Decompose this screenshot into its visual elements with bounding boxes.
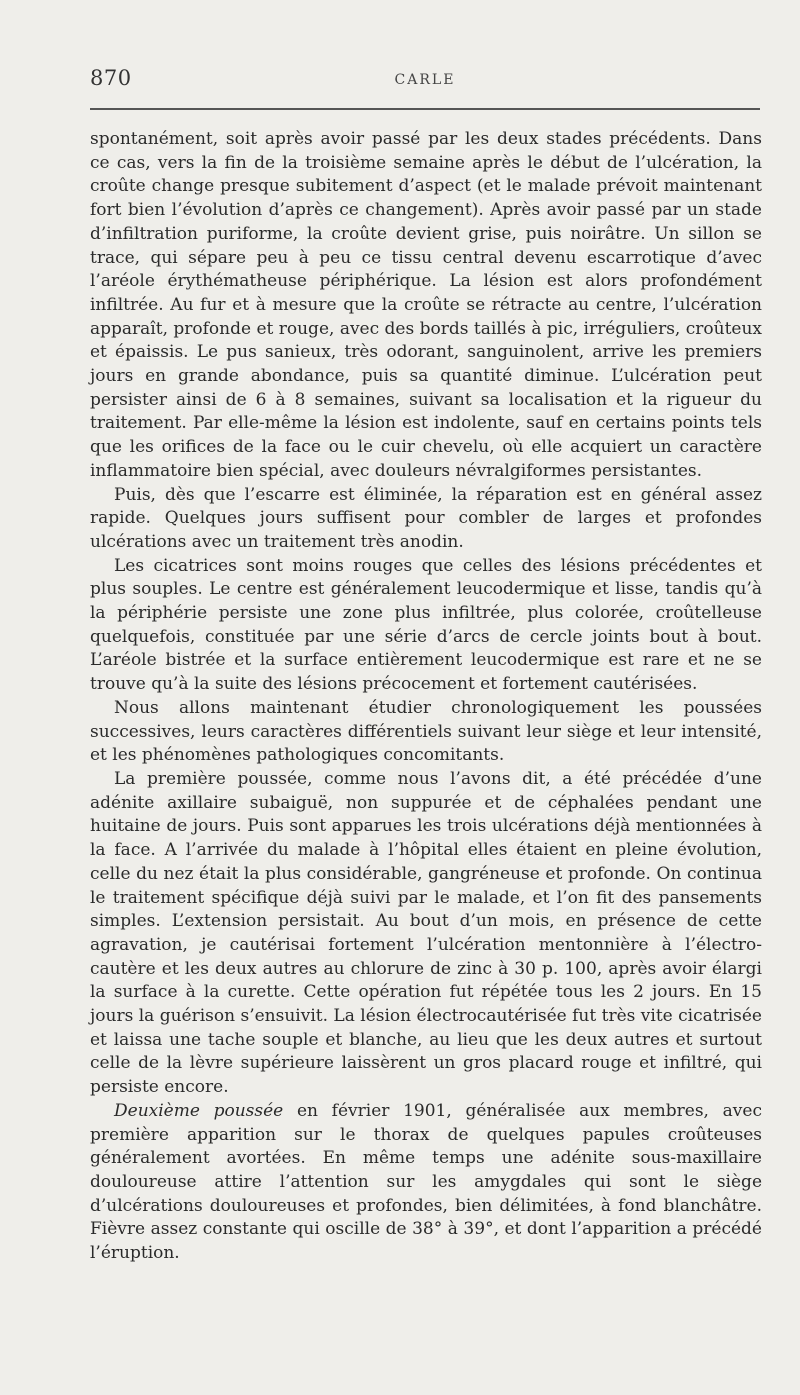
paragraph-3: Les cicatrices sont moins rouges que celles des lésions précédentes et plus souples. Le centre est généralement leucodermique et lisse, tandis qu’à la périphérie persiste une zone plus infiltrée, plus colorée, croûtelleuse quelquefois, constituée par une série d’arcs de cercle joints bout à bout. L’aréole bistrée et la surface entièrement leucodermique est rare et ne se trouve qu’à la suite des lésions précocement et fortement cautérisées. [90, 555, 762, 695]
running-head: CARLE [394, 72, 456, 88]
paragraph-4: Nous allons maintenant étudier chronologiquement les poussées successives, leurs caractères différentiels suivant leur siège et leur intensité, et les phénomènes pathologiques concomitants. [90, 697, 762, 766]
page-number: 870 [90, 66, 132, 90]
page-header [90, 66, 760, 96]
body-text [90, 128, 762, 1266]
paragraph-6-text: en février 1901, généralisée aux membres, avec première apparition sur le thorax de quelques papules croûteuses généralement avortées. En même temps une adénite sous-maxillaire douloureuse attire l’attention sur les amygdales qui sont le siège d’ulcérations douloureuses et profondes, bien délimitées, à fond blanchâtre. Fièvre assez constante qui oscille de 38° à 39°, et dont l’apparition a précédé l’éruption. [90, 1100, 762, 1264]
paragraph-6-lead: Deuxième poussée [114, 1100, 284, 1121]
paragraph-6 [90, 1100, 762, 1266]
header-rule [90, 108, 760, 110]
paragraph-1: spontanément, soit après avoir passé par les deux stades précédents. Dans ce cas, vers la fin de la troisième semaine après le début de l’ulcération, la croûte change presque subitement d’aspect (et le malade prévoit maintenant fort bien l’évolution d’après ce changement). Après avoir passé par un stade d’infiltration puriforme, la croûte devient grise, puis noirâtre. Un sillon se trace, qui sépare peu à peu ce tissu central devenu escarrotique d’avec l’aréole érythématheuse périphérique. La lésion est alors profondément infiltrée. Au fur et à mesure que la croûte se rétracte au centre, l’ulcération apparaît, profonde et rouge, avec des bords taillés à pic, irréguliers, croûteux et épaissis. Le pus sanieux, très odorant, sanguinolent, arrive les premiers jours en grande abondance, puis sa quantité diminue. L’ulcération peut persister ainsi de 6 à 8 semaines, suivant sa localisation et la rigueur du traitement. Par elle-même la lésion est indolente, sauf en certains points tels que les orifices de la face ou le cuir chevelu, où elle acquiert un caractère inflammatoire bien spécial, avec douleurs névralgiformes persistantes. [90, 129, 762, 481]
paragraph-5: La première poussée, comme nous l’avons dit, a été précédée d’une adénite axillaire subaiguë, non suppurée et de céphalées pendant une huitaine de jours. Puis sont apparues les trois ulcérations déjà mentionnées à la face. A l’arrivée du malade à l’hôpital elles étaient en pleine évolution, celle du nez était la plus considérable, gangréneuse et profonde. On continua le traitement spécifique déjà suivi par le malade, et l’on fit des pansements simples. L’extension persistait. Au bout d’un mois, en présence de cette agravation, je cautérisai fortement l’ulcération mentonnière à l’électro-cautère et les deux autres au chlorure de zinc à 30 p. 100, après avoir élargi la surface à la curette. Cette opération fut répétée tous les 2 jours. En 15 jours la guérison s’ensuivit. La lésion électrocautérisée fut très vite cicatrisée et laissa une tache souple et blanche, au lieu que les deux autres et surtout celle de la lèvre supérieure laissèrent un gros placard rouge et infiltré, qui persiste encore. [90, 768, 762, 1098]
paragraph-2: Puis, dès que l’escarre est éliminée, la réparation est en général assez rapide. Quelques jours suffisent pour combler de larges et profondes ulcérations avec un traitement très anodin. [90, 484, 762, 552]
